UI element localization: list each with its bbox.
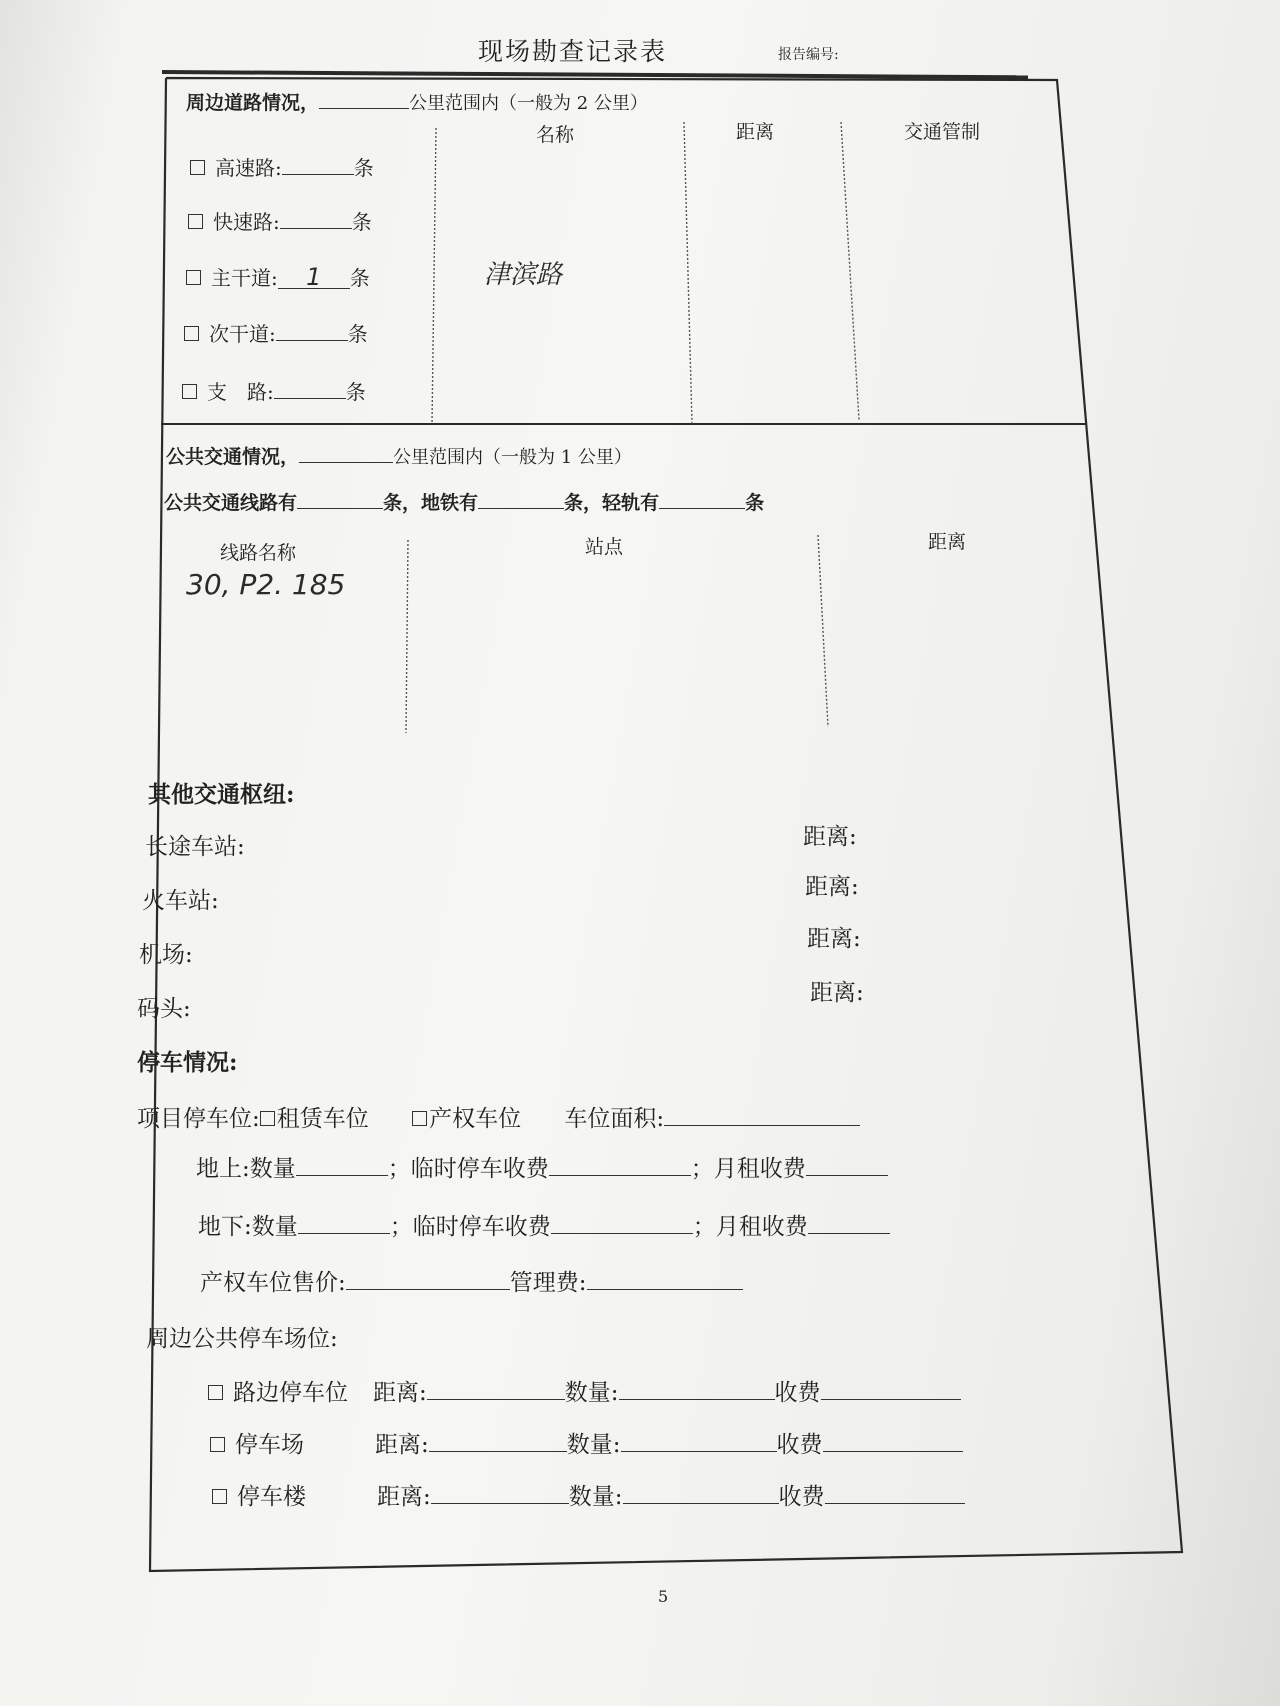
garage-distance-blank[interactable] xyxy=(431,1485,569,1504)
project-parking-label: 项目停车位: xyxy=(137,1106,260,1132)
count-label: 数量: xyxy=(564,1380,619,1406)
distance-label: 距离: xyxy=(377,1484,431,1510)
monthly-label: 月租收费 xyxy=(713,1156,806,1182)
below-qty-blank[interactable] xyxy=(298,1215,390,1234)
road-count-blank[interactable] xyxy=(282,156,354,175)
hub-pier-distance: 距离: xyxy=(810,980,864,1006)
parking-lot-checkbox[interactable] xyxy=(210,1437,225,1452)
roadside-distance-blank[interactable] xyxy=(427,1381,565,1400)
public-parking-row xyxy=(212,1478,965,1511)
hub-airport-distance: 距离: xyxy=(807,926,861,952)
underground-row xyxy=(198,1208,890,1241)
temp-fee-label: 临时停车收费 xyxy=(410,1156,549,1182)
road-unit: 条 xyxy=(353,156,374,180)
rent-option-label: 租赁车位 xyxy=(276,1106,369,1132)
temp-fee-label: 临时停车收费 xyxy=(412,1214,551,1240)
road-col-distance-header: 距离 xyxy=(736,121,775,143)
checkbox-arterial[interactable] xyxy=(186,270,201,285)
unit-label: 条， xyxy=(383,492,422,514)
road-type-label: 支 路: xyxy=(207,380,274,404)
transit-lines-row xyxy=(164,488,764,515)
roadside-count-blank[interactable] xyxy=(619,1381,775,1400)
hub-airport: 机场: xyxy=(139,942,193,968)
count-label: 数量: xyxy=(568,1484,623,1510)
unit-label: 条， xyxy=(564,492,603,514)
sale-price-label: 产权车位售价: xyxy=(200,1270,346,1296)
below-monthly-blank[interactable] xyxy=(808,1215,890,1234)
road-type-label: 高速路: xyxy=(215,156,282,180)
parking-lot-label: 停车场 xyxy=(235,1432,304,1458)
sale-price-blank[interactable] xyxy=(346,1271,510,1290)
transit-heading-label: 公共交通情况， xyxy=(166,446,300,468)
unit-label: 条 xyxy=(745,492,765,514)
area-blank[interactable] xyxy=(664,1107,860,1126)
transit-col-station-header: 站点 xyxy=(585,536,624,558)
road-count-blank[interactable] xyxy=(274,380,346,399)
road-type-label: 主干道: xyxy=(211,266,278,290)
road-col-2 xyxy=(684,122,692,424)
transit-line-handwritten: 30, P2. 185 xyxy=(186,568,346,601)
light-rail-blank[interactable] xyxy=(659,490,745,509)
page-number: 5 xyxy=(658,1587,669,1606)
own-checkbox[interactable] xyxy=(412,1111,427,1126)
checkbox-branch[interactable] xyxy=(182,384,197,399)
roads-heading xyxy=(186,88,648,115)
parking-garage-checkbox[interactable] xyxy=(212,1489,227,1504)
fee-label: 收费 xyxy=(776,1432,823,1458)
road-unit: 条 xyxy=(347,322,368,346)
above-temp-fee-blank[interactable] xyxy=(549,1157,691,1176)
road-row-secondary xyxy=(184,318,368,347)
transit-range-text: 公里范围内（一般为 1 公里） xyxy=(393,447,632,468)
road-unit: 条 xyxy=(351,210,372,234)
monthly-label: 月租收费 xyxy=(715,1214,808,1240)
road-col-control-header: 交通管制 xyxy=(904,121,981,143)
road-count-blank[interactable] xyxy=(276,322,348,341)
above-label: 地上: xyxy=(196,1156,250,1182)
road-count-blank[interactable] xyxy=(280,210,352,229)
above-monthly-blank[interactable] xyxy=(806,1157,888,1176)
bus-lines-blank[interactable] xyxy=(297,490,383,509)
qty-label: 数量 xyxy=(251,1214,298,1240)
light-rail-label: 轻轨有 xyxy=(602,492,660,514)
hub-pier: 码头: xyxy=(137,996,191,1022)
road-col-3 xyxy=(841,122,859,420)
hubs-heading: 其他交通枢纽: xyxy=(148,781,295,808)
hub-bus-distance: 距离: xyxy=(803,824,857,850)
fee-label: 收费 xyxy=(774,1380,821,1406)
transit-col-line-header: 线路名称 xyxy=(220,542,297,564)
hub-bus-station: 长途车站: xyxy=(145,834,245,860)
rent-checkbox[interactable] xyxy=(260,1111,275,1126)
road-col-name-header: 名称 xyxy=(536,124,575,146)
count-label: 数量: xyxy=(566,1432,621,1458)
report-number-label: 报告编号: xyxy=(778,47,839,63)
road-type-label: 快速路: xyxy=(213,210,280,234)
above-ground-row xyxy=(196,1150,888,1183)
hub-train-station: 火车站: xyxy=(142,888,219,914)
distance-label: 距离: xyxy=(373,1380,427,1406)
road-col-1 xyxy=(432,128,436,424)
checkbox-secondary[interactable] xyxy=(184,326,199,341)
page-title: 现场勘查记录表 xyxy=(478,37,668,66)
metro-blank[interactable] xyxy=(478,490,564,509)
separator: ； xyxy=(387,1156,411,1182)
road-row-fastway xyxy=(188,206,372,235)
lot-count-blank[interactable] xyxy=(621,1433,777,1452)
transit-heading xyxy=(166,442,632,469)
roads-range-blank[interactable] xyxy=(319,90,409,109)
roadside-fee-blank[interactable] xyxy=(821,1381,961,1400)
sale-price-row xyxy=(200,1264,743,1297)
hub-train-distance: 距离: xyxy=(805,874,859,900)
arterial-count-handwritten[interactable]: 1 xyxy=(278,270,350,289)
transit-col-1 xyxy=(406,540,408,733)
roadside-checkbox[interactable] xyxy=(208,1385,223,1400)
roads-heading-label: 周边道路情况， xyxy=(186,92,320,114)
own-option-label: 产权车位 xyxy=(429,1106,522,1132)
mgmt-fee-label: 管理费: xyxy=(509,1270,587,1296)
garage-count-blank[interactable] xyxy=(623,1485,779,1504)
area-label: 车位面积: xyxy=(564,1106,665,1132)
metro-label: 地铁有 xyxy=(421,492,479,514)
road-row-arterial xyxy=(186,262,370,291)
checkbox-fastway[interactable] xyxy=(188,214,203,229)
garage-fee-blank[interactable] xyxy=(825,1485,965,1504)
lot-distance-blank[interactable] xyxy=(429,1433,567,1452)
public-parking-heading: 周边公共停车场位: xyxy=(146,1326,338,1352)
transit-col-2 xyxy=(818,535,828,727)
project-parking-row xyxy=(137,1100,860,1133)
public-parking-row xyxy=(210,1426,963,1459)
roadside-label: 路边停车位 xyxy=(233,1380,348,1406)
transit-col-distance-header: 距离 xyxy=(928,531,967,553)
roads-range-text: 公里范围内（一般为 2 公里） xyxy=(409,93,648,114)
below-label: 地下: xyxy=(198,1214,252,1240)
road-row-branch xyxy=(182,376,366,405)
road-unit: 条 xyxy=(349,266,370,290)
parking-garage-label: 停车楼 xyxy=(237,1484,306,1510)
parking-heading: 停车情况: xyxy=(137,1049,238,1076)
separator: ； xyxy=(389,1214,413,1240)
road-row-expressway xyxy=(190,152,374,181)
bus-lines-label: 公共交通线路有 xyxy=(164,492,298,514)
transit-range-blank[interactable] xyxy=(299,444,393,463)
lot-fee-blank[interactable] xyxy=(823,1433,963,1452)
fee-label: 收费 xyxy=(778,1484,825,1510)
road-name-handwritten: 津滨路 xyxy=(484,260,563,290)
above-qty-blank[interactable] xyxy=(296,1157,388,1176)
road-type-label: 次干道: xyxy=(209,322,276,346)
checkbox-expressway[interactable] xyxy=(190,160,205,175)
mgmt-fee-blank[interactable] xyxy=(587,1271,743,1290)
separator: ； xyxy=(690,1156,714,1182)
qty-label: 数量 xyxy=(249,1156,296,1182)
below-temp-fee-blank[interactable] xyxy=(551,1215,693,1234)
road-unit: 条 xyxy=(345,380,366,404)
public-parking-row xyxy=(208,1374,961,1407)
distance-label: 距离: xyxy=(375,1432,429,1458)
separator: ； xyxy=(692,1214,716,1240)
